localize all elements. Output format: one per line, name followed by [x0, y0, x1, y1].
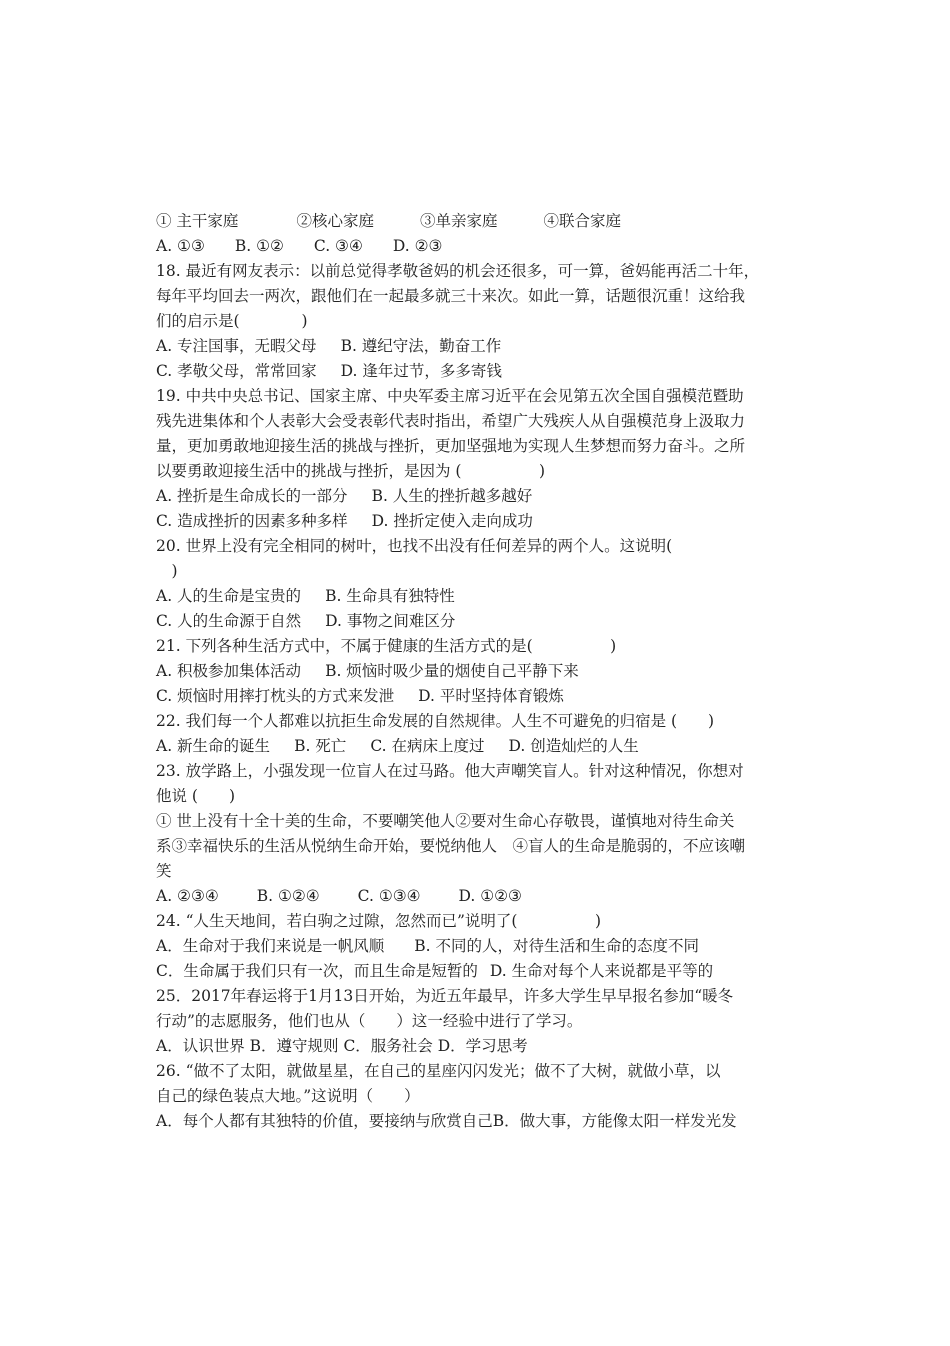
q19-stem-1: 19. 中共中央总书记、国家主席、中央军委主席习近平在会见第五次全国自强模范暨助 — [156, 387, 744, 405]
q25-stem-2: 行动”的志愿服务，他们也从（ ）这一经验中进行了学习。 — [156, 1012, 583, 1030]
q23-stem-1: 23. 放学路上，小强发现一位盲人在过马路。他大声嘲笑盲人。针对这种情况，你想对 — [156, 762, 744, 780]
q19-option-d: D. 挫折定使入走向成功 — [371, 512, 533, 530]
q25-stem-1: 25．2017年春运将于1月13日开始，为近五年最早，许多大学生早早报名参加“暖冬 — [156, 987, 734, 1005]
q18-stem-3: 们的启示是( ) — [156, 312, 308, 330]
q19-options-row-2 — [156, 509, 816, 534]
q21-option-a: A. 积极参加集体活动 — [156, 662, 302, 680]
q23-stem-2: 他说 ( ) — [156, 787, 236, 805]
q20-option-c: C. 人的生命源于自然 — [156, 612, 302, 630]
q17-option-b: B. ①② — [234, 237, 284, 255]
q19-options-row-1 — [156, 484, 816, 509]
q20-option-a: A. 人的生命是宝贵的 — [156, 587, 302, 605]
q20-option-b: B. 生命具有独特性 — [325, 587, 455, 605]
q19-stem-4: 以要勇敢迎接生活中的挑战与挫折，是因为 ( ) — [156, 462, 546, 480]
q23-stem-5: 笑 — [156, 862, 172, 880]
q20-option-d: D. 事物之间难区分 — [325, 612, 456, 630]
q17-item-1: ① 主干家庭 — [156, 212, 239, 230]
q24-option-a: A．生命对于我们来说是一帆风顺 — [156, 937, 385, 955]
exam-content — [156, 209, 816, 1134]
q21-option-d: D. 平时坚持体育锻炼 — [418, 687, 564, 705]
q19-stem-2: 残先进集体和个人表彰大会受表彰代表时指出，希望广大残疾人从自强模范身上汲取力 — [156, 412, 746, 430]
q21-option-c: C. 烦恼时用摔打枕头的方式来发泄 — [156, 687, 395, 705]
q17-items — [156, 209, 816, 234]
q23-option-c: C. ①③④ — [357, 887, 421, 905]
q19-option-c: C. 造成挫折的因素多种多样 — [156, 512, 348, 530]
q23-stem-4: 系③幸福快乐的生活从悦纳生命开始，要悦纳他人 ④盲人的生命是脆弱的，不应该嘲 — [156, 837, 746, 855]
q21-option-b: B. 烦恼时吸少量的烟使自己平静下来 — [325, 662, 579, 680]
q23-options — [156, 884, 816, 909]
q24-stem-1: 24. “人生天地间，若白驹之过隙，忽然而已”说明了( ) — [156, 912, 602, 930]
q26-options: A．每个人都有其独特的价值，要接纳与欣赏自己B．做大事，方能像太阳一样发光发 — [156, 1112, 737, 1130]
q23-option-b: B. ①②④ — [256, 887, 320, 905]
q26-stem-1: 26. “做不了太阳，就做星星，在自己的星座闪闪发光；做不了大树，就做小草，以 — [156, 1062, 721, 1080]
q20-options-row-2 — [156, 609, 816, 634]
q21-options-row-1 — [156, 659, 816, 684]
q18-option-c: C. 孝敬父母，常常回家 — [156, 362, 317, 380]
q22-option-d: D. 创造灿烂的人生 — [508, 737, 639, 755]
q20-stem-2: ) — [156, 562, 178, 580]
q24-options-row-2 — [156, 959, 816, 984]
q22-stem-1: 22. 我们每一个人都难以抗拒生命发展的自然规律。人生不可避免的归宿是 ( ) — [156, 712, 715, 730]
q22-options — [156, 734, 816, 759]
q19-option-b: B. 人生的挫折越多越好 — [371, 487, 533, 505]
q24-option-d: D. 生命对每个人来说都是平等的 — [489, 962, 714, 980]
q19-option-a: A. 挫折是生命成长的一部分 — [156, 487, 348, 505]
q21-stem-1: 21. 下列各种生活方式中，不属于健康的生活方式的是( ) — [156, 637, 617, 655]
q17-option-a: A. ①③ — [156, 237, 205, 255]
q24-option-c: C．生命属于我们只有一次，而且生命是短暂的 — [156, 962, 478, 980]
q20-stem-1: 20. 世界上没有完全相同的树叶，也找不出没有任何差异的两个人。这说明( — [156, 537, 673, 555]
q18-option-b: B. 遵纪守法，勤奋工作 — [340, 337, 502, 355]
q17-item-3: ③单亲家庭 — [419, 212, 498, 230]
q18-stem-2: 每年平均回去一两次，跟他们在一起最多就三十来次。如此一算，话题很沉重！这给我 — [156, 287, 746, 305]
q25-options: A．认识世界 B．遵守规则 C．服务社会 D．学习思考 — [156, 1037, 528, 1055]
q24-options-row-1 — [156, 934, 816, 959]
q22-option-b: B. 死亡 — [294, 737, 347, 755]
q18-option-a: A. 专注国事，无暇父母 — [156, 337, 317, 355]
q20-options-row-1 — [156, 584, 816, 609]
q17-item-2: ②核心家庭 — [296, 212, 374, 230]
q18-options-row-1 — [156, 334, 816, 359]
q18-options-row-2 — [156, 359, 816, 384]
q18-option-d: D. 逢年过节，多多寄钱 — [340, 362, 502, 380]
q22-option-a: A. 新生命的诞生 — [156, 737, 271, 755]
q18-stem-1: 18. 最近有网友表示：以前总觉得孝敬爸妈的机会还很多，可一算，爸妈能再活二十年， — [156, 262, 760, 280]
q23-option-a: A. ②③④ — [156, 887, 219, 905]
q19-stem-3: 量，更加勇敢地迎接生活的挑战与挫折，更加坚强地为实现人生梦想而努力奋斗。之所 — [156, 437, 746, 455]
q23-option-d: D. ①②③ — [458, 887, 522, 905]
q26-stem-2: 自己的绿色装点大地。”这说明（ ） — [156, 1087, 420, 1105]
q21-options-row-2 — [156, 684, 816, 709]
q24-option-b: B. 不同的人，对待生活和生命的态度不同 — [414, 937, 699, 955]
q17-option-d: D. ②③ — [392, 237, 443, 255]
q17-item-4: ④联合家庭 — [543, 212, 621, 230]
q23-stem-3: ① 世上没有十全十美的生命，不要嘲笑他人②要对生命心存敬畏，谨慎地对待生命关 — [156, 812, 735, 830]
q17-option-c: C. ③④ — [313, 237, 363, 255]
q22-option-c: C. 在病床上度过 — [370, 737, 485, 755]
q17-options — [156, 234, 816, 259]
